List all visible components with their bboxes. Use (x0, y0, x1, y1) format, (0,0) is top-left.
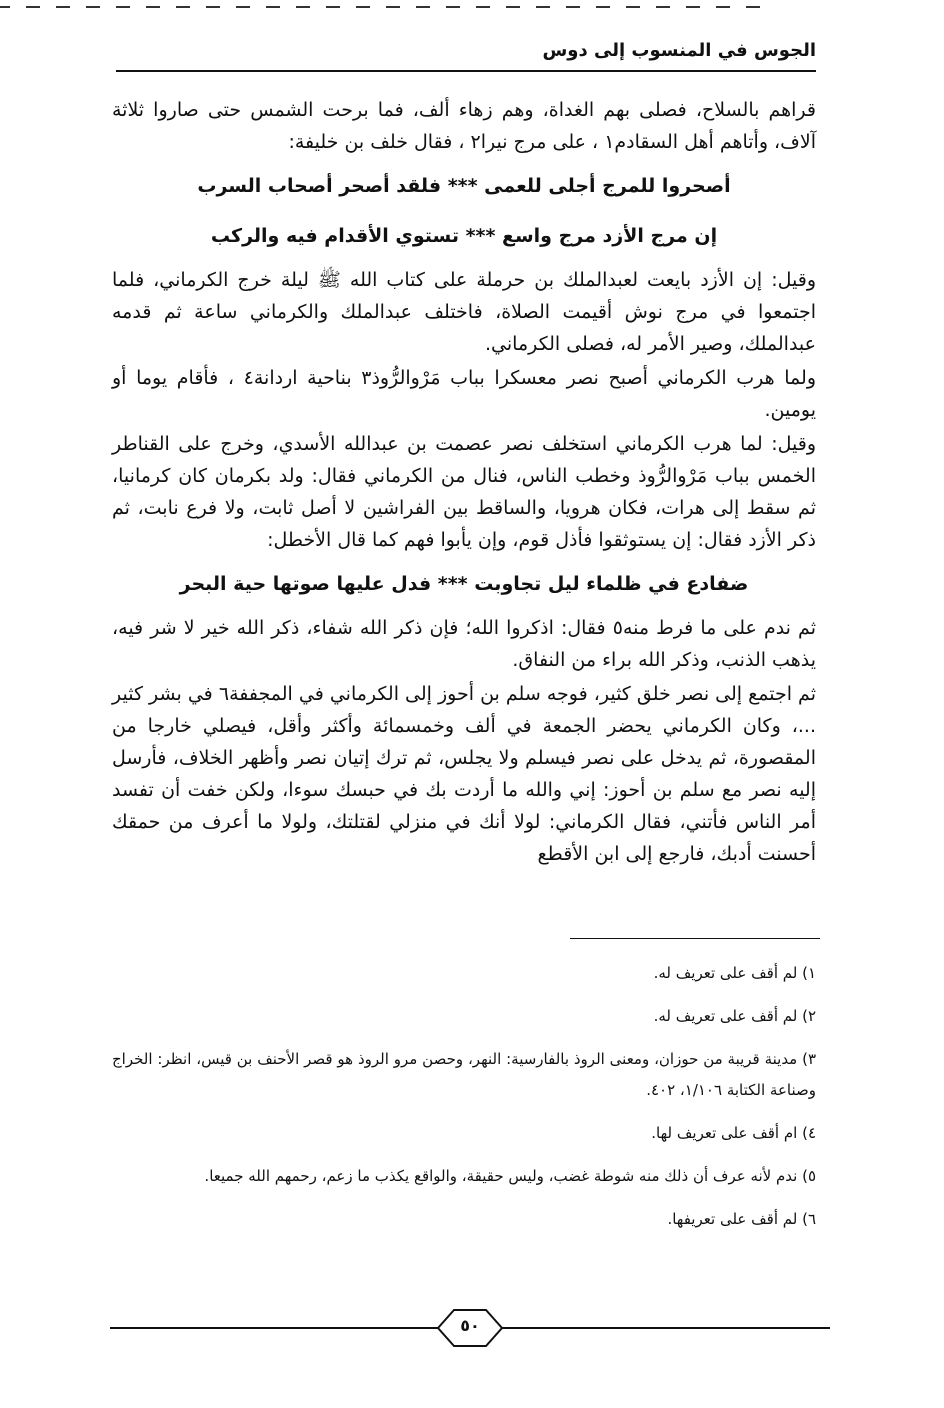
page-number-ornament (110, 1306, 830, 1350)
verse-line-2: إن مرج الأزد مرج واسع *** تستوي الأقدام فيه والركب (210, 225, 718, 247)
footnote-3: ٣) مدينة قريبة من حوزان، ومعنى الروذ بالفارسية: النهر، وحصن مرو الروذ هو قصر الأحنف بن قيس، انظر: الخراج وصناعة الكتابة ١/١٠٦، ٤٠٢. (112, 1050, 816, 1099)
book-title: الجوس في المنسوب إلى دوس (542, 40, 816, 61)
page-number: ٥٠ (460, 1316, 480, 1335)
paragraph-1: قراهم بالسلاح، فصلى بهم الغداة، وهم زهاء ألف، فما برحت الشمس حتى صاروا ثلاثة آلاف، وأتاهم أهل السقادم١ ، على مرج نيرا٢ ، فقال خلف بن خليفة: (112, 99, 816, 153)
paragraph-5: ثم ندم على ما فرط منه٥ فقال: اذكروا الله؛ فإن ذكر الله شفاء، ذكر الله خير لا شر فيه، يذهب الذنب، وذكر الله براء من النفاق. (112, 617, 816, 671)
footnote-4: ٤) ام أقف على تعريف لها. (651, 1124, 816, 1142)
footnote-5: ٥) ندم لأنه عرف أن ذلك منه شوطة غضب، وليس حقيقة، والواقع يكذب ما زعم، رحمهم الله جميعا. (204, 1167, 816, 1185)
paragraph-2: وقيل: إن الأزد بايعت لعبدالملك بن حرملة على كتاب الله ﷺ ليلة خرج الكرماني، فلما اجتمعوا في مرج نوش أقيمت الصلاة، فاختلف عبدالملك والكرماني ساعة ثم قدمه عبدالملك، وصير الأمر له، فصلى الكرماني. (112, 269, 816, 355)
footnote-1: ١) لم أقف على تعريف له. (653, 964, 816, 982)
footnote-separator (570, 938, 820, 939)
main-text (112, 94, 816, 872)
scan-edge-dashes (0, 6, 760, 8)
footnote-2: ٢) لم أقف على تعريف له. (653, 1007, 816, 1025)
paragraph-3: ولما هرب الكرماني أصبح نصر معسكرا بباب مَرْوالرُّوذ٣ بناحية اردانة٤ ، فأقام يوما أو يومين. (112, 367, 816, 421)
header-rule (116, 70, 816, 72)
paragraph-4: وقيل: لما هرب الكرماني استخلف نصر عصمت بن عبدالله الأسدي، وخرج على القناطر الخمس بباب مَرْوالرُّوذ وخطب الناس، فنال من الكرماني فقال: ولد بكرمان كان كرمانيا، ثم سقط إلى هرات، فكان هرويا، والساقط بين الفراشين لا أصل ثابت، ولا فرع نابت، ثم ذكر الأزد فقال: إن يستوثقوا فأذل قوم، وإن يأبوا فهم كما قال الأخطل: (112, 433, 816, 551)
verse-line-3: ضفادع في ظلماء ليل تجاوبت *** فدل عليها صوتها حية البحر (179, 573, 749, 595)
footnotes (112, 958, 816, 1247)
paragraph-6: ثم اجتمع إلى نصر خلق كثير، فوجه سلم بن أحوز إلى الكرماني في المجففة٦ في بشر كثير ...، وكان الكرماني يحضر الجمعة في ألف وخمسمائة وأكثر وأقل، فيصلي خارجا من المقصورة، ثم يدخل على نصر فيسلم ولا يجلس، ثم ترك إتيان نصر وأظهر الخلاف، فأرسل إليه نصر مع سلم بن أحوز: إني والله ما أردت بك في حبسك سوءا، ولكن خفت أن تفسد أمر الناس فأتني، فقال الكرماني: لولا أنك في منزلي لقتلتك، ولولا ما أعرف من حمقك أحسنت أدبك، فارجع إلى ابن الأقطع (112, 683, 816, 865)
footnote-6: ٦) لم أقف على تعريفها. (667, 1210, 816, 1228)
verse-line-1: أصحروا للمرج أجلى للعمى *** فلقد أصحر أصحاب السرب (197, 175, 731, 197)
